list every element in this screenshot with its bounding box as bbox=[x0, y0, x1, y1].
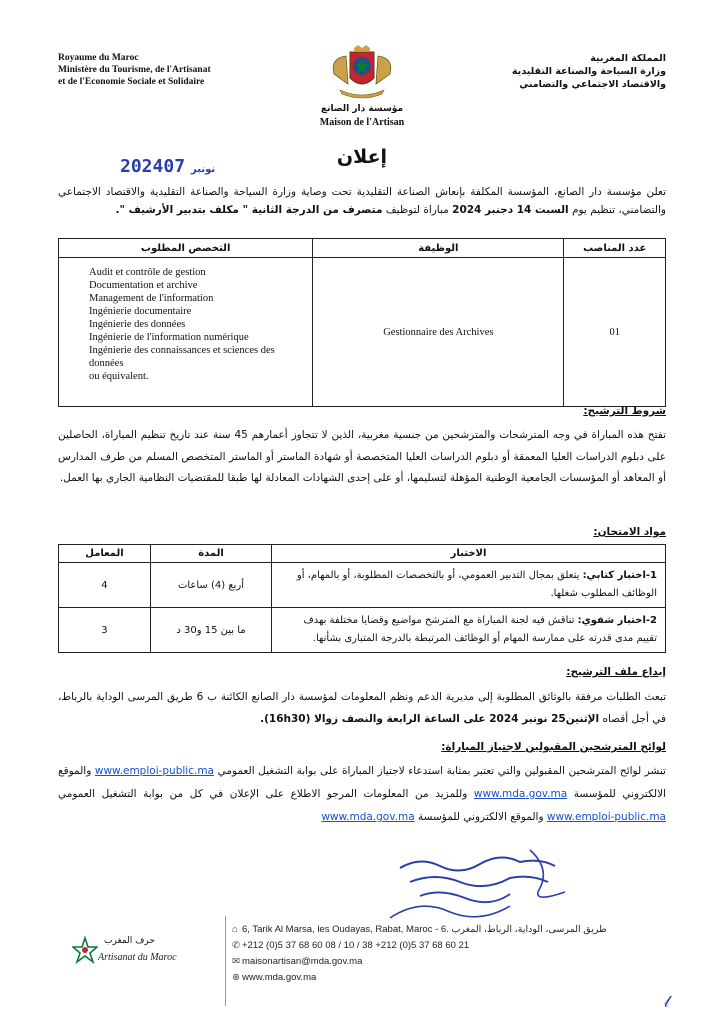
phone-icon: ✆ bbox=[232, 940, 240, 951]
globe-icon: ⊕ bbox=[232, 972, 240, 983]
kingdom-ar: المملكة المغربية bbox=[590, 53, 666, 64]
deposit-text bbox=[58, 686, 666, 730]
intro-text-2: مباراة لتوظيف bbox=[382, 203, 453, 216]
header-coef: المعامل bbox=[59, 545, 151, 563]
list-item: Ingénierie des données bbox=[89, 319, 186, 330]
mda-link[interactable]: www.mda.gov.ma bbox=[473, 788, 568, 800]
emploi-public-link[interactable]: www.emploi-public.ma bbox=[546, 811, 666, 823]
exam-coef: 4 bbox=[59, 563, 151, 608]
list-item: Ingénierie des connaissances et sciences des données bbox=[89, 345, 275, 369]
deposit-title: إيداع ملف الترشيح: bbox=[566, 666, 666, 678]
exam-oral bbox=[272, 608, 666, 653]
count-cell: 01 bbox=[564, 258, 666, 407]
handwritten-mark: 𝓁 bbox=[664, 992, 670, 1011]
lists-text-3: وللمزيد من المعلومات المرجو الاطلاع على الإعلان في كل من بوابة التشغيل العمومي bbox=[58, 788, 474, 800]
list-item: Ingénierie de l'information numérique bbox=[89, 332, 249, 343]
ministry-fr-line1: Ministère du Tourisme, de l'Artisanat bbox=[58, 65, 211, 75]
address-text: 6, Tarik Al Marsa, les Oudayas, Rabat, Maroc - 6. طريق المرسى، الوداية، الرباط، المغرب bbox=[242, 924, 607, 935]
list-item: Documentation et archive bbox=[89, 280, 198, 291]
footer-address bbox=[232, 924, 652, 935]
exam-desc: تناقش فيه لجنة المباراة مع المترشح مواضيع وقضايا مختلفة بهدف تقييم مدى قدرته على ممارسة المهام أو الوظائف المرتبطة بالدرجة المتبارى بشأنها. bbox=[303, 615, 657, 644]
org-name-ar: مؤسسة دار الصانع bbox=[320, 104, 404, 114]
exam-written bbox=[272, 563, 666, 608]
table-row bbox=[59, 563, 666, 608]
coat-of-arms-icon bbox=[326, 44, 398, 100]
lists-text-1: تنشر لوائح المترشحين المقبولين والتي تعتبر بمثابة استدعاء لاجتياز المباراة على بوابة التشغيل العمومي bbox=[214, 765, 666, 777]
exam-duration: ما بين 15 و30 د bbox=[150, 608, 271, 653]
star-icon bbox=[72, 936, 98, 966]
exam-coef: 3 bbox=[59, 608, 151, 653]
lists-text-2: والموقع الالكتروني للمؤسسة bbox=[58, 765, 666, 800]
date-stamp bbox=[120, 156, 221, 177]
footer-divider bbox=[225, 916, 226, 1006]
conditions-text: تفتح هذه المباراة في وجه المترشحات والمترشحين من جنسية مغربية، الذين لا تتجاوز أعمارهم 45 سنة عند تاريخ تنظيم المباراة، الحاصلين على دبلوم الدراسات العليا المعمقة أو دبلوم الدراسات العليا المتخصصة أو شهادة الماستر أو الماستر المتخصص المسلم من طرف المدارس أو المعاهد أو المؤسسات الجامعية الوطنية المؤهلة لتسليمها، أو على إحدى الشهادات المعادلة لها طبقا للمقتضيات النظامية الجاري بها العمل. bbox=[58, 429, 666, 484]
exam-name: 2-اختبار شفوي: bbox=[577, 615, 657, 626]
exams-title: مواد الامتحان: bbox=[593, 526, 666, 538]
list-item: Audit et contrôle de gestion bbox=[89, 267, 206, 278]
email-icon: ✉ bbox=[232, 956, 240, 967]
ministry-ar-line1: وزارة السياحة والصناعة التقليدية bbox=[511, 66, 666, 77]
ministry-ar-line2: والاقتصاد الاجتماعي والتضامني bbox=[519, 79, 666, 90]
location-icon: ⌂ bbox=[232, 924, 238, 935]
ministry-header-ar bbox=[426, 52, 666, 91]
page-title: إعلان bbox=[336, 146, 388, 168]
email-text[interactable]: maisonartisan@mda.gov.ma bbox=[242, 956, 363, 967]
specialty-list bbox=[59, 258, 313, 407]
conditions-title: شروط الترشيح: bbox=[583, 405, 666, 417]
intro-post: متصرف من الدرجة الثانية " مكلف بتدبير الأرشيف ". bbox=[115, 203, 383, 216]
exam-duration: أربع (4) ساعات bbox=[150, 563, 271, 608]
stamp-day: 07 bbox=[163, 156, 186, 177]
lists-title: لوائح المترشحين المقبولين لاجتياز المباراة: bbox=[441, 741, 666, 753]
deposit-text-1: تبعث الطلبات مرفقة بالوثائق المطلوبة إلى مديرية الدعم ونظم المعلومات لمؤسسة دار الصانع الكائنة ب 6 طريق المرسى الوداية بالرباط، في أجل أقصاه bbox=[58, 691, 667, 725]
logo-ar: حرف المغرب bbox=[104, 936, 155, 946]
mda-link[interactable]: www.mda.gov.ma bbox=[321, 811, 415, 823]
stamp-year: 2024 bbox=[120, 156, 164, 177]
logo-fr: Artisanat du Maroc bbox=[98, 952, 177, 963]
stamp-month: نونبر bbox=[191, 164, 216, 175]
phones-text: +212 (0)5 37 68 60 08 / 10 / 38 +212 (0)5 37 68 60 21 bbox=[242, 940, 470, 951]
list-item: Ingénierie documentaire bbox=[89, 306, 192, 317]
exams-table bbox=[58, 544, 666, 653]
web-text[interactable]: www.mda.gov.ma bbox=[242, 972, 317, 983]
footer-email bbox=[232, 956, 652, 967]
header-exam: الاختبار bbox=[272, 545, 666, 563]
header-function: الوظيفة bbox=[313, 239, 564, 258]
header-specialty: التخصص المطلوب bbox=[59, 239, 313, 258]
list-item: Management de l'information bbox=[89, 293, 214, 304]
intro-paragraph bbox=[58, 184, 666, 219]
exam-name: 1-اختبار كتابي: bbox=[582, 570, 657, 581]
posts-table bbox=[58, 238, 666, 407]
function-cell: Gestionnaire des Archives bbox=[313, 258, 564, 407]
header-count: عدد المناصب bbox=[564, 239, 666, 258]
lists-text-4: والموقع الالكتروني للمؤسسة bbox=[414, 811, 547, 823]
posts-table-header bbox=[59, 239, 666, 258]
emploi-public-link[interactable]: www.emploi-public.ma bbox=[94, 765, 214, 777]
artisanat-logo bbox=[72, 932, 212, 976]
intro-date: السبت 14 دجنبر 2024 bbox=[452, 203, 569, 216]
table-row bbox=[59, 608, 666, 653]
exam-desc: يتعلق بمجال التدبير العمومي، أو بالتخصصات المطلوبة، أو بالمهام، أو الوظائف المطلوب شغلها. bbox=[296, 570, 657, 599]
footer-web bbox=[232, 972, 652, 983]
org-name-fr: Maison de l'Artisan bbox=[319, 117, 405, 128]
signature-stamp bbox=[380, 848, 580, 928]
header-duration: المدة bbox=[150, 545, 271, 563]
exams-table-header bbox=[59, 545, 666, 563]
ministry-fr-line2: et de l'Economie Sociale et Solidaire bbox=[58, 77, 205, 87]
ministry-header-fr bbox=[58, 52, 278, 88]
table-row bbox=[59, 258, 666, 407]
lists-text bbox=[58, 760, 666, 829]
kingdom-fr: Royaume du Maroc bbox=[58, 53, 139, 63]
deposit-deadline: الإثنين25 نونبر 2024 على الساعة الرابعة والنصف زوالا (16h30). bbox=[260, 713, 600, 725]
footer-phones bbox=[232, 940, 652, 951]
list-item: ou équivalent. bbox=[89, 371, 149, 382]
intro-text-1: تعلن مؤسسة دار الصانع، المؤسسة المكلفة بإنعاش الصناعة التقليدية تحت وصاية وزارة السياحة والصناعة التقليدية والاقتصاد الاجتماعي والتضامني، تنظيم يوم bbox=[58, 186, 666, 216]
